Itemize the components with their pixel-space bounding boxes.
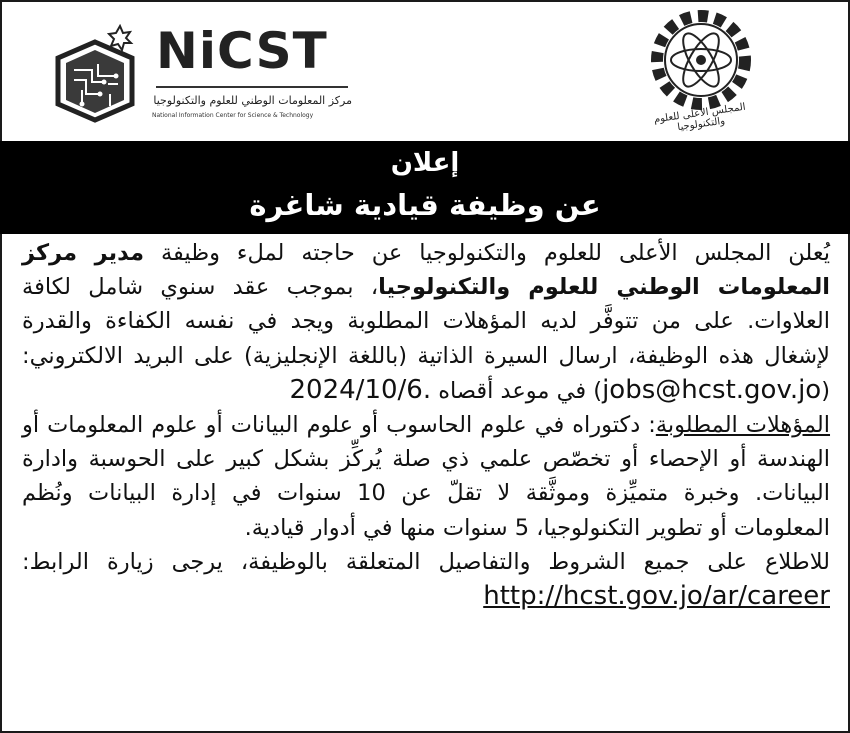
- intro-text-a: يُعلن المجلس الأعلى للعلوم والتكنولوجيا عن حاجته لملء وظيفة: [144, 240, 830, 266]
- hcst-arabic-name: المجلس الأعلى للعلوم والتكنولوجيا: [653, 101, 747, 134]
- qualifications-label: المؤهلات المطلوبة: [655, 412, 831, 439]
- nicst-arabic-name: مركز المعلومات الوطني للعلوم والتكنولوجيا: [153, 94, 352, 107]
- nicst-rule: [156, 86, 348, 88]
- announcement-body: [22, 236, 830, 614]
- email-link[interactable]: jobs@hcst.gov.jo: [602, 374, 822, 405]
- details-paragraph: [22, 545, 830, 614]
- intro-text-b: ، بموجب عقد سنوي شامل لكافة العلاوات. على من تتوفَّر لديه المؤهلات المطلوبة ويجد في نفسه الكفاءة والقدرة لإشغال هذه الوظيفة، ارسال السيرة الذاتية (باللغة الإنجليزية) على البريد الالكتروني: (: [22, 274, 830, 404]
- nicst-emblem-icon: [52, 24, 138, 124]
- nicst-logo: [52, 12, 352, 127]
- position-title: مدير مركز المعلومات الوطني للعلوم والتكنولوجيا: [22, 240, 831, 301]
- banner-subtitle: عن وظيفة قيادية شاغرة: [249, 188, 601, 222]
- banner-title: إعلان: [390, 148, 460, 178]
- details-text: للاطلاع على جميع الشروط والتفاصيل المتعلقة بالوظيفة، يرجى زيارة الرابط:: [22, 548, 830, 575]
- nicst-wordmark: NiCST: [156, 22, 328, 80]
- career-url-link[interactable]: http://hcst.gov.jo/ar/career: [483, 581, 830, 612]
- intro-text-c: ) في موعد أقصاه: [431, 377, 603, 404]
- deadline-date: 2024/10/6.: [289, 374, 432, 405]
- intro-paragraph: [22, 236, 830, 408]
- hcst-logo: [633, 8, 773, 136]
- title-banner: [0, 141, 850, 234]
- qualifications-paragraph: [22, 408, 830, 545]
- qualifications-text: : دكتوراه في علوم الحاسوب أو علوم البيانات أو علوم المعلومات أو الهندسة أو الإحصاء أو تخصّص علمي ذي صلة يُركِّز بشكل كبير على الحوسبة وادارة البيانات. وخبرة متميِّزة وموثَّقة لا تقلّ عن 10 سنوات في إدارة البيانات ونُظم المعلومات أو تطوير التكنولوجيا، 5 سنوات منها في أدوار قيادية.: [22, 412, 830, 541]
- nicst-english-name: National Information Center for Science & Technology: [152, 112, 314, 119]
